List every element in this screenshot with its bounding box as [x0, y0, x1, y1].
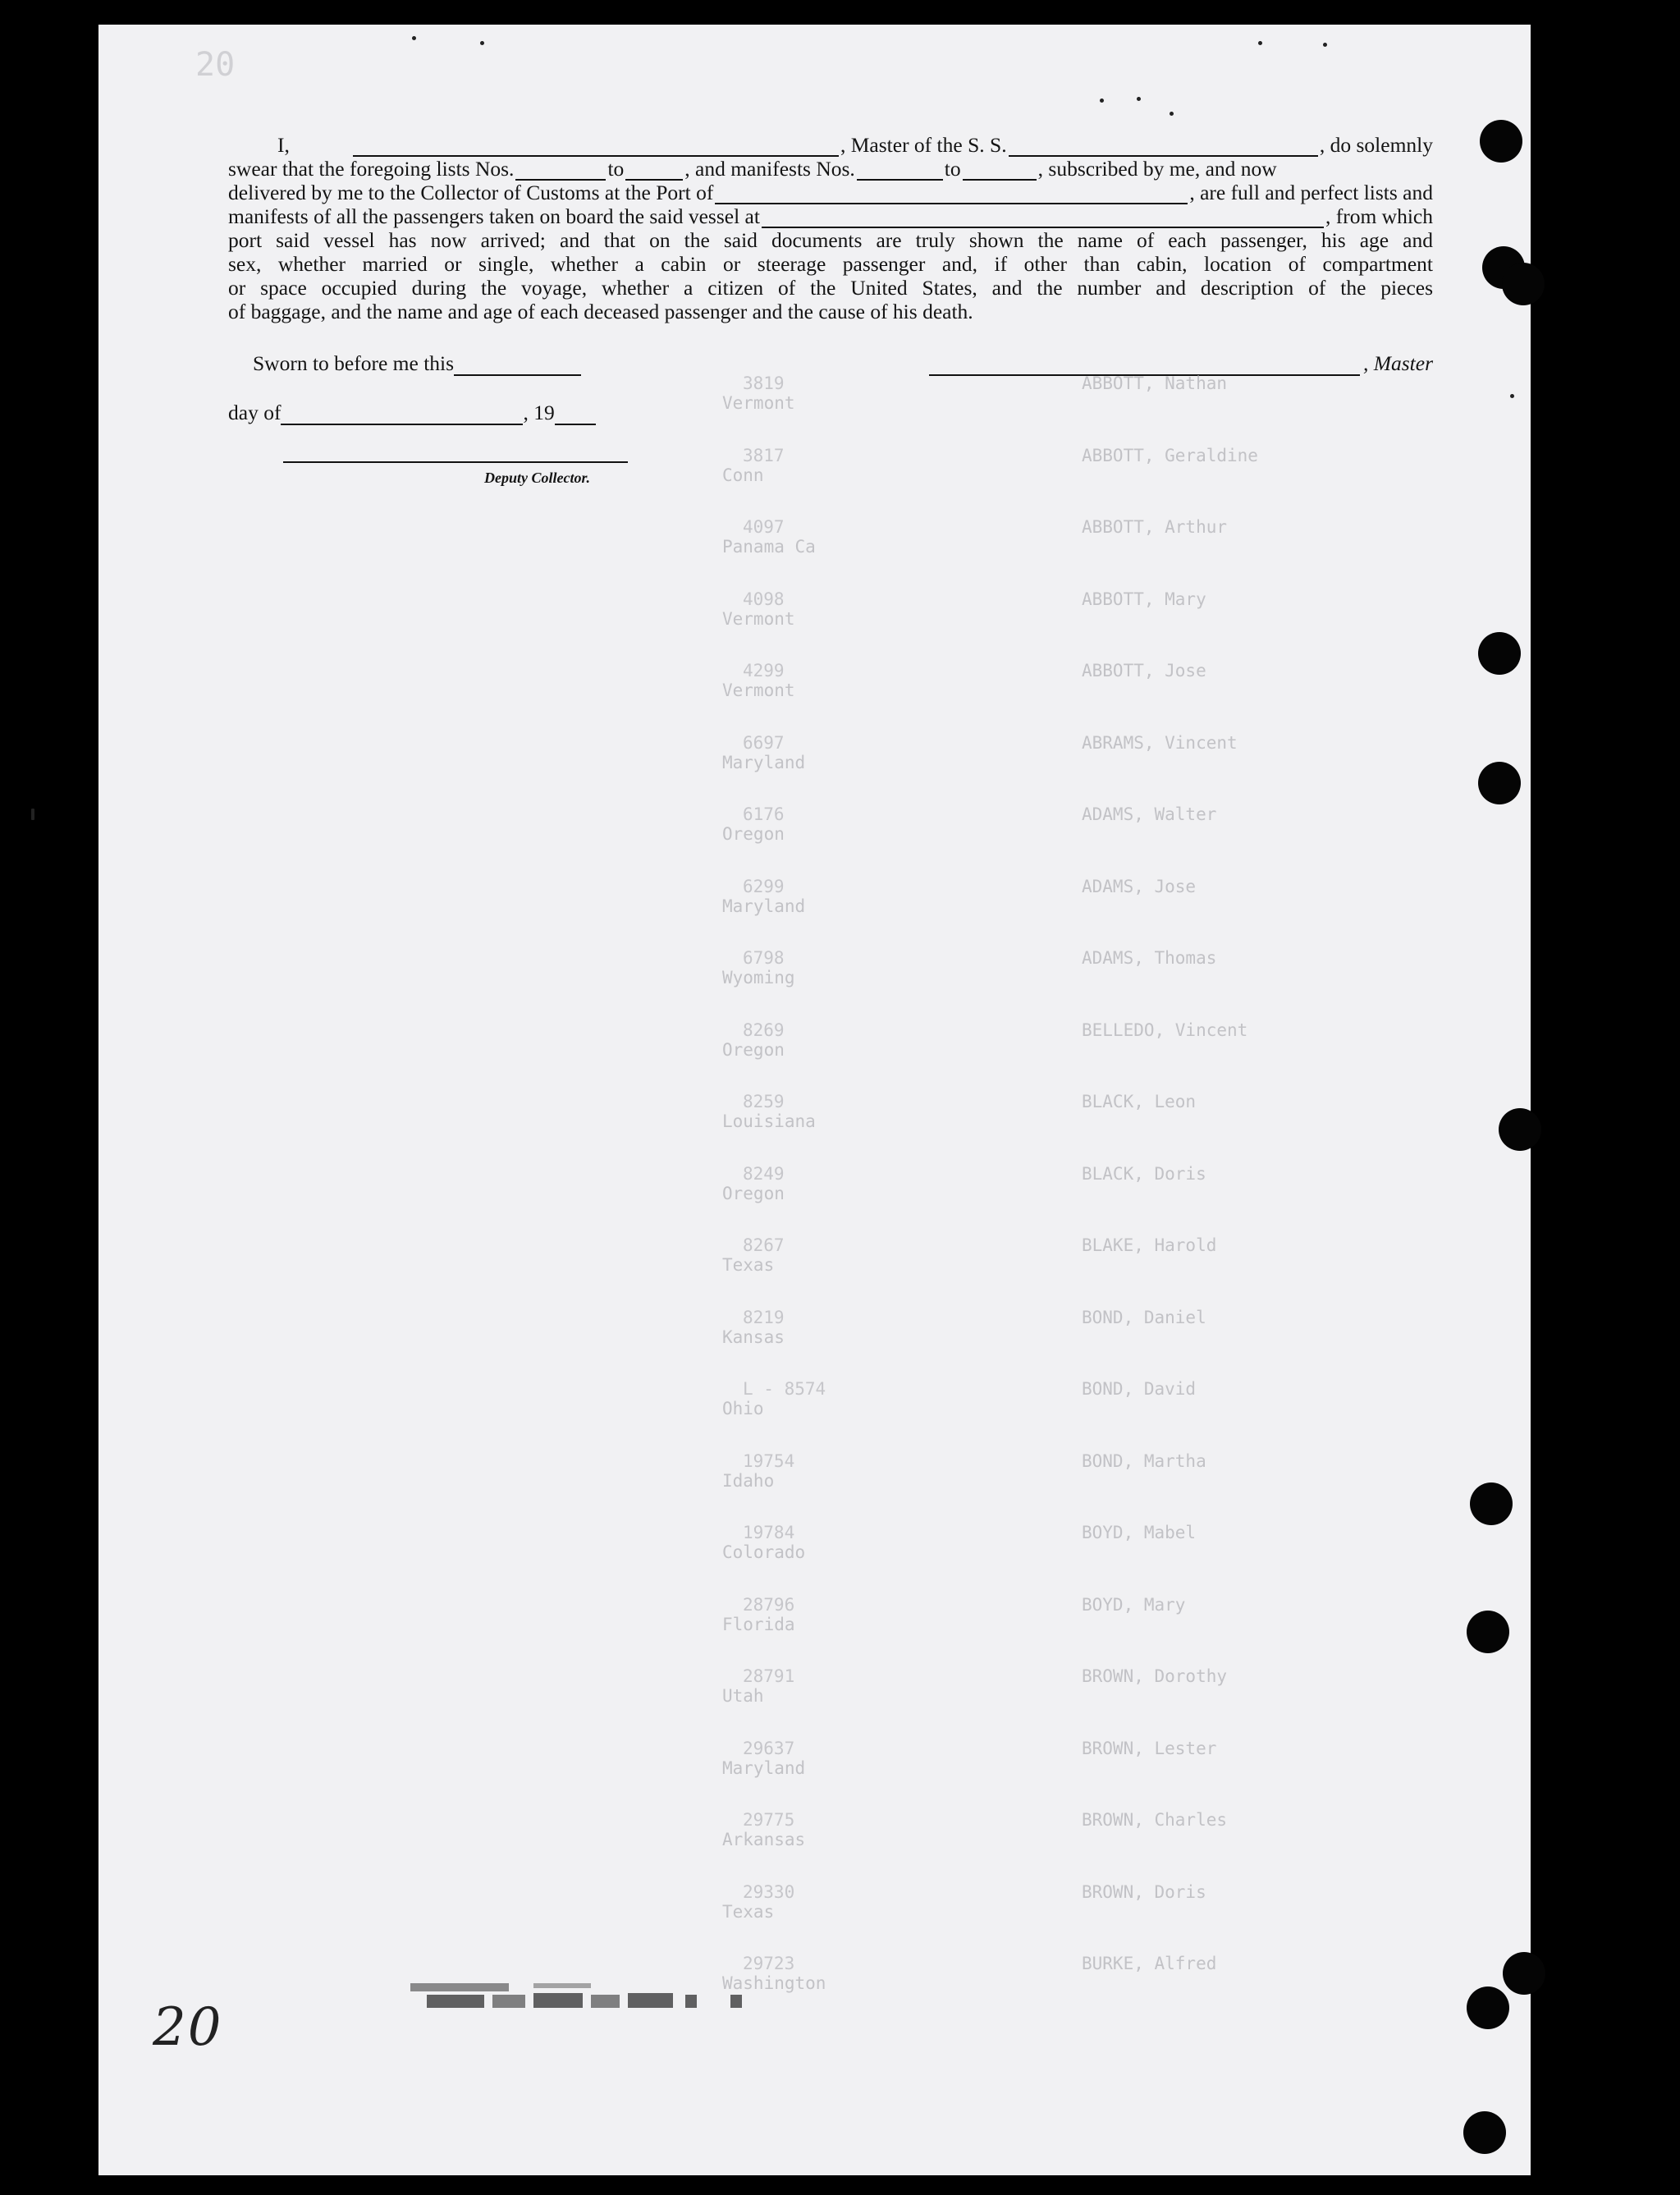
bleed-name: BOND, David [1082, 1379, 1197, 1399]
scan-speck [480, 41, 484, 45]
blurred-stamp [410, 1983, 796, 2013]
punch-hole-icon [1463, 2111, 1506, 2154]
bleed-number: 8249 [743, 1163, 785, 1184]
bleed-name: BELLEDO, Vincent [1082, 1020, 1248, 1040]
day-of-text: day of [228, 401, 282, 424]
bleed-state: Louisiana [722, 1111, 816, 1131]
scan-speck [1510, 394, 1514, 398]
master-name-blank[interactable] [353, 137, 839, 157]
bleed-state: Vermont [722, 608, 795, 629]
list-from-blank[interactable] [515, 161, 606, 181]
oath-line-1 [228, 133, 1433, 157]
manifest-from-blank[interactable] [857, 161, 943, 181]
bleed-number: 3819 [743, 373, 785, 393]
bleed-name: ABRAMS, Vincent [1082, 732, 1238, 753]
scan-speck [1258, 41, 1262, 45]
bleed-state: Washington [722, 1973, 826, 1993]
bleed-state: Vermont [722, 680, 795, 700]
bleed-name: BOND, Martha [1082, 1450, 1206, 1471]
oath-text: to [944, 157, 961, 181]
bleed-state: Oregon [722, 1183, 785, 1203]
oath-text: , are full and perfect lists and [1189, 181, 1433, 204]
bleed-name: BOYD, Mary [1082, 1594, 1186, 1615]
oath-text: , and manifests Nos. [684, 157, 855, 181]
oath-line-4 [228, 204, 1433, 228]
bleed-number: 6798 [743, 948, 785, 968]
bleed-name: ADAMS, Jose [1082, 876, 1197, 896]
punch-hole-icon [1503, 1952, 1545, 1995]
scan-speck [1170, 112, 1174, 116]
punch-hole-icon [1470, 1482, 1513, 1525]
bleed-name: BROWN, Doris [1082, 1881, 1206, 1902]
oath-text: manifests of all the passengers taken on board the said vessel at [228, 204, 760, 228]
oath-line-3 [228, 181, 1433, 204]
bleed-number: 8259 [743, 1092, 785, 1111]
bleed-number: 29330 [743, 1881, 795, 1902]
bleed-state: Texas [722, 1255, 775, 1275]
oath-line-7: or space occupied during the voyage, whether a citizen of the United States, and the number and description of the pieces [228, 276, 1433, 300]
oath-text: I, [277, 133, 290, 157]
bleed-name: BLACK, Doris [1082, 1163, 1206, 1184]
oath-text: to [607, 157, 625, 181]
bleed-number: 4097 [743, 517, 785, 537]
bleed-number: 8269 [743, 1020, 785, 1040]
bleed-name: ABBOTT, Geraldine [1082, 445, 1258, 465]
bleed-state: Oregon [722, 1039, 785, 1060]
punch-hole-icon [1480, 120, 1522, 163]
bleed-state: Kansas [722, 1327, 785, 1347]
bleed-state: Oregon [722, 824, 785, 844]
punch-hole-icon [1467, 1611, 1509, 1653]
punch-hole-icon [1467, 1986, 1509, 2029]
bleed-name: ABBOTT, Mary [1082, 589, 1206, 609]
bleed-state: Idaho [722, 1470, 775, 1491]
scan-speck [412, 36, 416, 40]
bleed-number: L - 8574 [743, 1379, 826, 1399]
bleed-number: 8267 [743, 1235, 785, 1255]
bleed-state: Utah [722, 1686, 764, 1706]
bleed-name: ABBOTT, Arthur [1082, 517, 1228, 537]
manifest-page [98, 25, 1531, 2175]
bleed-state: Maryland [722, 896, 806, 916]
punch-hole-icon [1502, 263, 1545, 305]
scan-speck [1100, 99, 1104, 103]
oath-text: , Master of the S. S. [840, 133, 1007, 157]
oath-text: swear that the foregoing lists Nos. [228, 157, 515, 181]
deputy-collector-label: Deputy Collector. [484, 470, 590, 486]
scan-speck [1323, 43, 1327, 47]
faint-page-number: 20 [195, 46, 236, 84]
bleed-state: Texas [722, 1901, 775, 1922]
list-to-blank[interactable] [625, 161, 683, 181]
oath-line-8: of baggage, and the name and age of each deceased passenger and the cause of his death. [228, 300, 973, 323]
oath-text: , do solemnly [1319, 133, 1433, 157]
bleed-number: 29775 [743, 1810, 795, 1830]
bleed-number: 19754 [743, 1450, 795, 1471]
oath-line-2 [228, 157, 1433, 181]
scan-speck [1137, 97, 1141, 101]
bleed-name: ADAMS, Walter [1082, 804, 1217, 824]
bleed-name: BROWN, Charles [1082, 1810, 1228, 1830]
bleed-state: Wyoming [722, 968, 795, 988]
sworn-text: Sworn to before me this [253, 351, 455, 375]
bleed-state: Maryland [722, 1757, 806, 1778]
departure-port-blank[interactable] [762, 209, 1324, 228]
day-of-blank[interactable] [281, 406, 523, 425]
bleed-number: 3817 [743, 445, 785, 465]
bleed-state: Vermont [722, 393, 795, 413]
scan-speck [31, 809, 34, 820]
oath-paragraph [228, 133, 1433, 323]
ship-name-blank[interactable] [1009, 137, 1318, 157]
bleed-number: 28796 [743, 1594, 795, 1615]
oath-line-6: sex, whether married or single, whether a cabin or steerage passenger and, if other than cabin, location of compartment [228, 252, 1433, 276]
bleed-number: 29723 [743, 1954, 795, 1973]
handwritten-page-number: 20 [153, 1997, 223, 2058]
bleed-number: 19784 [743, 1523, 795, 1542]
bleed-number: 4299 [743, 661, 785, 680]
bleed-name: BURKE, Alfred [1082, 1954, 1217, 1973]
bleed-number: 6299 [743, 876, 785, 896]
bleed-name: BROWN, Lester [1082, 1738, 1217, 1758]
bleed-number: 6176 [743, 804, 785, 824]
oath-text: , subscribed by me, and now [1037, 157, 1277, 181]
punch-hole-icon [1478, 632, 1521, 675]
bleed-number: 29637 [743, 1738, 795, 1758]
bleed-number: 6697 [743, 732, 785, 753]
bleed-state: Arkansas [722, 1830, 806, 1849]
bleed-number: 28791 [743, 1666, 795, 1686]
bleed-name: ABBOTT, Nathan [1082, 373, 1228, 393]
year-prefix: , 19 [523, 401, 555, 424]
master-label: , Master [1363, 351, 1433, 375]
bleed-name: BLAKE, Harold [1082, 1235, 1217, 1255]
year-blank[interactable] [555, 406, 596, 425]
oath-text: , from which [1325, 204, 1433, 228]
bleed-state: Maryland [722, 752, 806, 772]
bleed-state: Florida [722, 1614, 795, 1634]
port-blank[interactable] [715, 185, 1188, 204]
bleed-number: 8219 [743, 1307, 785, 1327]
punch-hole-icon [1499, 1108, 1541, 1151]
bleed-name: BROWN, Dorothy [1082, 1666, 1228, 1686]
day-of-line [228, 401, 596, 425]
bleed-name: BOND, Daniel [1082, 1307, 1206, 1327]
oath-line-5: port said vessel has now arrived; and that on the said documents are truly shown the name of each passenger, his age and [228, 228, 1433, 252]
sworn-line [253, 351, 581, 376]
sworn-date-blank[interactable] [454, 356, 581, 376]
bleed-name: ADAMS, Thomas [1082, 948, 1217, 968]
bleed-name: BLACK, Leon [1082, 1092, 1197, 1111]
bleed-state: Colorado [722, 1542, 806, 1562]
deputy-signature-line[interactable] [283, 461, 628, 463]
manifest-to-blank[interactable] [963, 161, 1037, 181]
bleed-name: BOYD, Mabel [1082, 1523, 1197, 1542]
bleed-state: Ohio [722, 1399, 764, 1418]
oath-text: delivered by me to the Collector of Customs at the Port of [228, 181, 714, 204]
master-signature-line [927, 351, 1433, 376]
bleed-state: Panama Ca [722, 537, 816, 557]
bleed-number: 4098 [743, 589, 785, 609]
bleed-name: ABBOTT, Jose [1082, 661, 1206, 680]
bleed-state: Conn [722, 465, 764, 485]
punch-hole-icon [1478, 762, 1521, 804]
